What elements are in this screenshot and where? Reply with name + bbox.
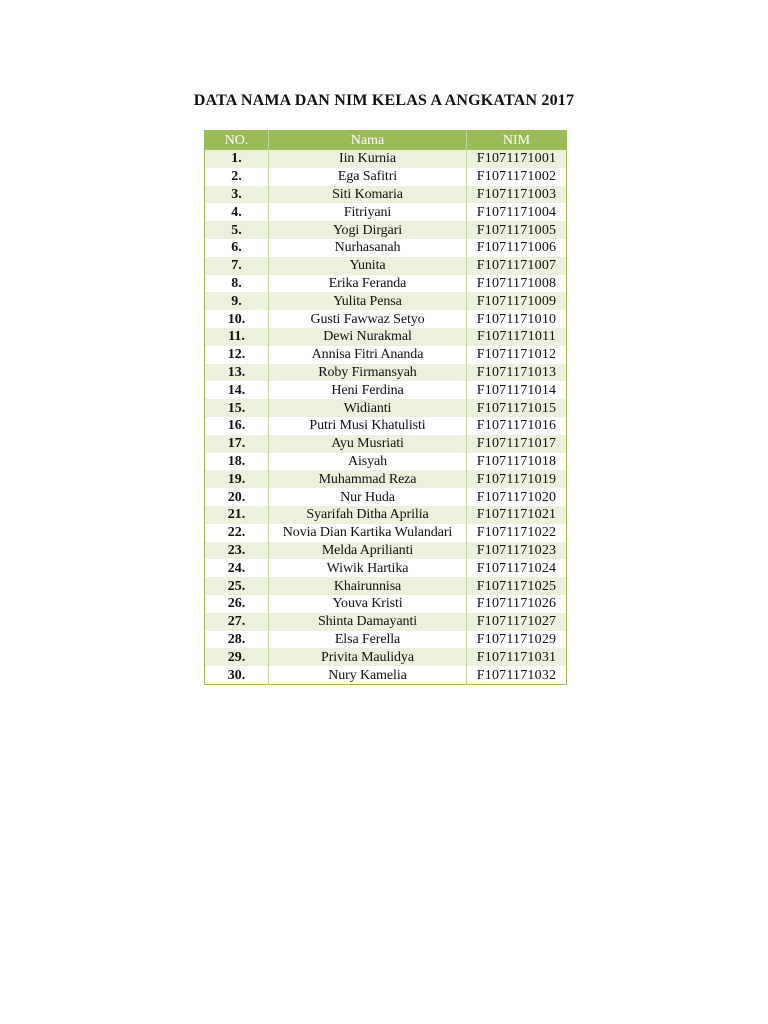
table-row: [205, 595, 567, 613]
cell-no: 24.: [205, 559, 269, 577]
cell-nim: F1071171025: [467, 577, 567, 595]
cell-nim: F1071171010: [467, 310, 567, 328]
cell-nama: Yunita: [269, 257, 467, 275]
cell-nim: F1071171032: [467, 666, 567, 684]
cell-no: 5.: [205, 221, 269, 239]
cell-nim: F1071171008: [467, 275, 567, 293]
table-row: [205, 168, 567, 186]
table-row: [205, 488, 567, 506]
header-no: NO.: [205, 131, 269, 151]
cell-nim: F1071171015: [467, 399, 567, 417]
cell-no: 27.: [205, 613, 269, 631]
cell-nama: Wiwik Hartika: [269, 559, 467, 577]
cell-nama: Novia Dian Kartika Wulandari: [269, 524, 467, 542]
cell-no: 2.: [205, 168, 269, 186]
cell-nim: F1071171023: [467, 542, 567, 560]
table-row: [205, 257, 567, 275]
cell-no: 15.: [205, 399, 269, 417]
cell-no: 4.: [205, 203, 269, 221]
cell-nama: Khairunnisa: [269, 577, 467, 595]
table-row: [205, 328, 567, 346]
cell-nama: Aisyah: [269, 453, 467, 471]
table-row: [205, 275, 567, 293]
table-row: [205, 577, 567, 595]
cell-nim: F1071171002: [467, 168, 567, 186]
cell-no: 26.: [205, 595, 269, 613]
cell-no: 10.: [205, 310, 269, 328]
cell-nim: F1071171004: [467, 203, 567, 221]
table-row: [205, 417, 567, 435]
cell-no: 16.: [205, 417, 269, 435]
table-row: [205, 399, 567, 417]
cell-nama: Iin Kurnia: [269, 150, 467, 168]
cell-nim: F1071171012: [467, 346, 567, 364]
table-row: [205, 310, 567, 328]
cell-nama: Siti Komaria: [269, 186, 467, 204]
table-row: [205, 613, 567, 631]
cell-nama: Privita Maulidya: [269, 648, 467, 666]
cell-nim: F1071171007: [467, 257, 567, 275]
cell-no: 3.: [205, 186, 269, 204]
table-row: [205, 381, 567, 399]
cell-nim: F1071171014: [467, 381, 567, 399]
cell-nim: F1071171020: [467, 488, 567, 506]
cell-no: 28.: [205, 631, 269, 649]
table-row: [205, 292, 567, 310]
cell-nama: Fitriyani: [269, 203, 467, 221]
cell-no: 30.: [205, 666, 269, 684]
cell-nama: Nurhasanah: [269, 239, 467, 257]
cell-nim: F1071171031: [467, 648, 567, 666]
cell-nim: F1071171001: [467, 150, 567, 168]
table-header: [205, 131, 567, 151]
cell-no: 13.: [205, 364, 269, 382]
table-row: [205, 559, 567, 577]
table-body: [205, 150, 567, 684]
table-row: [205, 346, 567, 364]
cell-no: 18.: [205, 453, 269, 471]
cell-nama: Heni Ferdina: [269, 381, 467, 399]
table-row: [205, 648, 567, 666]
cell-nama: Yogi Dirgari: [269, 221, 467, 239]
table-row: [205, 435, 567, 453]
table-row: [205, 470, 567, 488]
cell-no: 6.: [205, 239, 269, 257]
cell-nama: Widianti: [269, 399, 467, 417]
cell-nim: F1071171013: [467, 364, 567, 382]
cell-nim: F1071171005: [467, 221, 567, 239]
cell-nim: F1071171003: [467, 186, 567, 204]
table-row: [205, 221, 567, 239]
student-table: [204, 130, 567, 685]
cell-nama: Annisa Fitri Ananda: [269, 346, 467, 364]
cell-nim: F1071171022: [467, 524, 567, 542]
cell-nama: Erika Feranda: [269, 275, 467, 293]
cell-nim: F1071171017: [467, 435, 567, 453]
cell-no: 29.: [205, 648, 269, 666]
cell-nama: Putri Musi Khatulisti: [269, 417, 467, 435]
cell-no: 12.: [205, 346, 269, 364]
cell-nama: Muhammad Reza: [269, 470, 467, 488]
table-row: [205, 524, 567, 542]
cell-nama: Nur Huda: [269, 488, 467, 506]
cell-no: 22.: [205, 524, 269, 542]
cell-nama: Dewi Nurakmal: [269, 328, 467, 346]
page-title: DATA NAMA DAN NIM KELAS A ANGKATAN 2017: [193, 92, 575, 109]
table-row: [205, 239, 567, 257]
cell-no: 25.: [205, 577, 269, 595]
cell-nim: F1071171011: [467, 328, 567, 346]
cell-no: 11.: [205, 328, 269, 346]
cell-no: 1.: [205, 150, 269, 168]
table-row: [205, 203, 567, 221]
cell-no: 19.: [205, 470, 269, 488]
cell-nim: F1071171018: [467, 453, 567, 471]
table-row: [205, 506, 567, 524]
cell-no: 8.: [205, 275, 269, 293]
cell-nim: F1071171026: [467, 595, 567, 613]
cell-no: 14.: [205, 381, 269, 399]
table-row: [205, 186, 567, 204]
cell-nama: Yulita Pensa: [269, 292, 467, 310]
cell-no: 20.: [205, 488, 269, 506]
cell-no: 23.: [205, 542, 269, 560]
cell-nama: Roby Firmansyah: [269, 364, 467, 382]
cell-nim: F1071171027: [467, 613, 567, 631]
cell-no: 17.: [205, 435, 269, 453]
cell-nim: F1071171021: [467, 506, 567, 524]
cell-nim: F1071171006: [467, 239, 567, 257]
cell-nama: Gusti Fawwaz Setyo: [269, 310, 467, 328]
table-row: [205, 364, 567, 382]
cell-no: 9.: [205, 292, 269, 310]
cell-nama: Elsa Ferella: [269, 631, 467, 649]
table-row: [205, 150, 567, 168]
cell-nama: Ega Safitri: [269, 168, 467, 186]
cell-no: 7.: [205, 257, 269, 275]
cell-nim: F1071171019: [467, 470, 567, 488]
cell-nama: Nury Kamelia: [269, 666, 467, 684]
cell-nama: Melda Aprilianti: [269, 542, 467, 560]
table-row: [205, 542, 567, 560]
cell-nama: Youva Kristi: [269, 595, 467, 613]
cell-nama: Syarifah Ditha Aprilia: [269, 506, 467, 524]
cell-nim: F1071171024: [467, 559, 567, 577]
cell-nim: F1071171016: [467, 417, 567, 435]
cell-nim: F1071171029: [467, 631, 567, 649]
table-row: [205, 666, 567, 684]
header-nama: Nama: [269, 131, 467, 151]
table-row: [205, 631, 567, 649]
header-nim: NIM: [467, 131, 567, 151]
cell-no: 21.: [205, 506, 269, 524]
cell-nama: Shinta Damayanti: [269, 613, 467, 631]
header-row: [205, 131, 567, 151]
cell-nim: F1071171009: [467, 292, 567, 310]
table-row: [205, 453, 567, 471]
cell-nama: Ayu Musriati: [269, 435, 467, 453]
